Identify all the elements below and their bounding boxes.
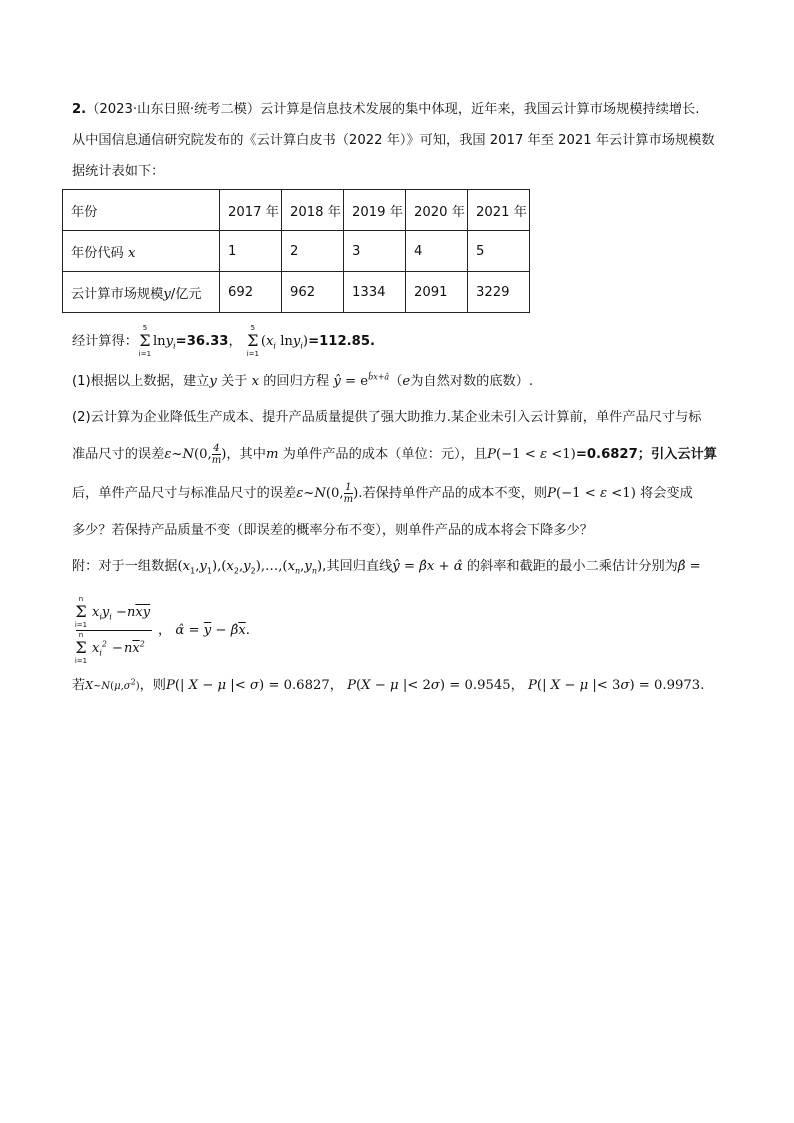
- table-cell: 2091: [406, 272, 468, 313]
- part2-line4: 多少？若保持产品质量不变（即误差的概率分布不变），则单件产品的成本将会下降多少？: [72, 523, 593, 538]
- problem-intro-line2: 从中国信息通信研究院发布的《云计算白皮书（2022 年）》可知，我国 2017 年至 2021 年云计算市场规模数: [72, 133, 715, 148]
- table-cell: 2018 年: [282, 190, 344, 231]
- table-cell: 4: [406, 231, 468, 272]
- part1-question: (1)根据以上数据，建立y 关于 x 的回归方程 ŷ = $e^{b̂x+â}(e$为自然对数的底数）.: [72, 372, 534, 389]
- sigma-symbol: 5 Σ i=1: [138, 324, 152, 358]
- table-cell: 1: [220, 231, 282, 272]
- problem-intro-line3: 据统计表如下：: [72, 164, 165, 179]
- table-cell: 3229: [468, 272, 530, 313]
- sum-ln-y-value: =36.33: [175, 334, 229, 349]
- table-row: [63, 231, 530, 272]
- part2-line2: 准品尺寸的误差ε~N(0, $\frac{4}{m}$ )，其中m 为单件产品的成本（单位：元），且P(−1 < ε <1)=0.6827；引入云计算: [72, 442, 717, 466]
- table-cell: 3: [344, 231, 406, 272]
- problem-source: （2023·山东日照·统考二模）: [86, 102, 261, 117]
- data-table: [62, 189, 530, 313]
- row-header-code: 年份代码 x: [63, 231, 220, 272]
- part2-line1: (2)云计算为企业降低生产成本、提升产品质量提供了强大助推力.某企业未引入云计算前，单件产品尺寸与标: [72, 410, 702, 425]
- appendix-line1: 附：对于一组数据$(x_1,y_1),(x_2,y_2),\dots,(x_n,y_n)$,其回归直线ŷ = β̂x + α̂ 的斜率和截距的最小二乘估计分别为β̂ =: [72, 559, 701, 576]
- table-cell: 692: [220, 272, 282, 313]
- intro-text-1: 云计算是信息技术发展的集中体现，近年来，我国云计算市场规模持续增长.: [260, 102, 700, 117]
- table-cell: 2021 年: [468, 190, 530, 231]
- part2-line3: 后，单件产品尺寸与标准品尺寸的误差ε~N(0, $\frac{1}{m}$ ).若保持单件产品的成本不变，则P(−1 < ε <1) 将会变成: [72, 481, 693, 505]
- table-cell: 2019 年: [344, 190, 406, 231]
- table-cell: 962: [282, 272, 344, 313]
- table-cell: 2017 年: [220, 190, 282, 231]
- table-row: [63, 272, 530, 313]
- row-header-size: 云计算市场规模y/亿元: [63, 272, 220, 313]
- problem-intro-line1: [72, 100, 699, 120]
- table-cell: 1334: [344, 272, 406, 313]
- appendix-line2: 若$X\sim N(\mu,\sigma^2)$，则P(| X − μ |< σ) = 0.6827， P(X − μ |< 2σ) = 0.9545， P(| X − μ |< 3σ) = 0.9973.: [72, 677, 705, 693]
- alpha-formula: ， α̂ = $\overline{y}$ − $\betâ\overline{x}$.: [158, 623, 250, 638]
- problem-number: 2.: [72, 102, 87, 117]
- table-row: [63, 190, 530, 231]
- sum-x-ln-y-value: =112.85.: [308, 334, 376, 349]
- sigma-symbol: 5 Σ i=1: [246, 324, 259, 358]
- table-cell: 2020 年: [406, 190, 468, 231]
- beta-formula: n Σ i=1 $x_iy_i$ − $n\overline{x}\overline{y}$ n Σ i=1 $x_i^2$ − $n\overline{x}^2$: [74, 595, 151, 665]
- computed-sums: 经计算得： 5 Σ i=1 lny$_i$=36.33， 5 Σ i=1 ($x_i$ lny$_i$)=112.85.: [72, 324, 376, 358]
- table-cell: 5: [468, 231, 530, 272]
- table-cell: 2: [282, 231, 344, 272]
- row-header-year: 年份: [63, 190, 220, 231]
